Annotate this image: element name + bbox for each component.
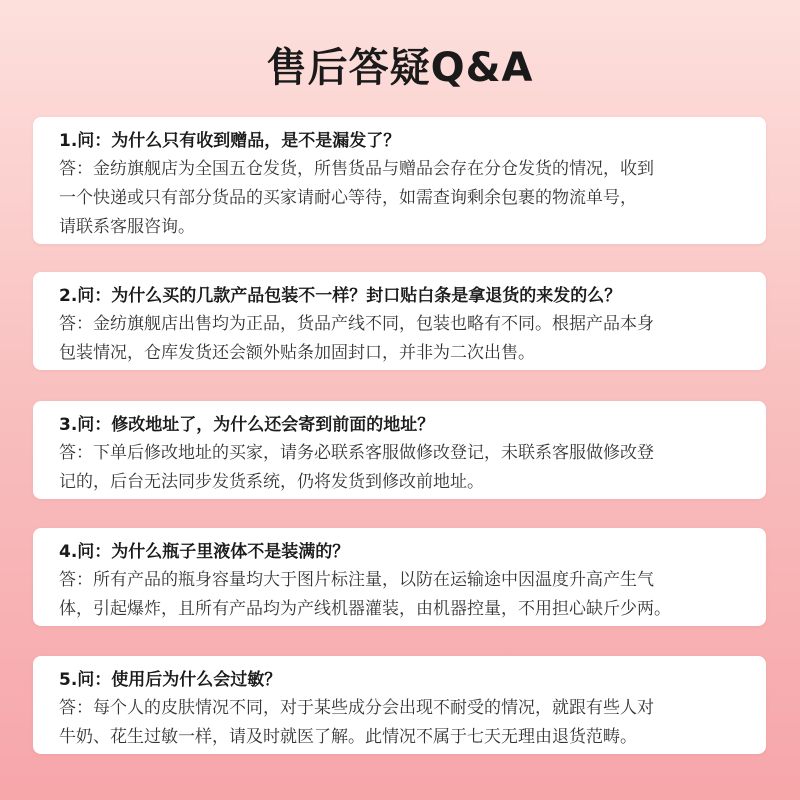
faq-card [33,272,766,370]
faq-card [33,401,766,499]
faq-question: 2.问：为什么买的几款产品包装不一样？封口贴白条是拿退货的来发的么？ [59,286,622,306]
faq-answer-line: 体，引起爆炸，且所有产品均为产线机器灌装，由机器控量，不用担心缺斤少两。 [59,599,671,619]
page-title: 售后答疑Q&A [266,45,534,91]
faq-answer-line: 包装情况，仓库发货还会额外贴条加固封口，并非为二次出售。 [59,343,535,363]
faq-answer-line: 牛奶、花生过敏一样，请及时就医了解。此情况不属于七天无理由退货范畴。 [59,727,637,747]
faq-card [33,528,766,626]
faq-answer-line: 答：下单后修改地址的买家，请务必联系客服做修改登记，未联系客服做修改登 [59,443,654,463]
faq-question: 5.问：使用后为什么会过敏？ [59,670,282,690]
faq-answer-line: 答：金纺旗舰店出售均为正品，货品产线不同，包装也略有不同。根据产品本身 [59,314,654,334]
faq-answer-line: 一个快递或只有部分货品的买家请耐心等待，如需查询剩余包裹的物流单号， [59,188,637,208]
faq-question: 4.问：为什么瓶子里液体不是装满的？ [59,542,350,562]
faq-answer-line: 记的，后台无法同步发货系统，仍将发货到修改前地址。 [59,472,484,492]
faq-answer-line: 答：所有产品的瓶身容量均大于图片标注量，以防在运输途中因温度升高产生气 [59,570,654,590]
faq-card [33,656,766,754]
faq-question: 1.问：为什么只有收到赠品，是不是漏发了？ [59,131,401,151]
faq-answer-line: 答：每个人的皮肤情况不同，对于某些成分会出现不耐受的情况，就跟有些人对 [59,698,654,718]
faq-answer-line: 答：金纺旗舰店为全国五仓发货，所售货品与赠品会存在分仓发货的情况，收到 [59,159,654,179]
faq-answer-line: 请联系客服咨询。 [59,217,195,237]
faq-card [33,117,766,244]
faq-question: 3.问：修改地址了，为什么还会寄到前面的地址？ [59,415,435,435]
